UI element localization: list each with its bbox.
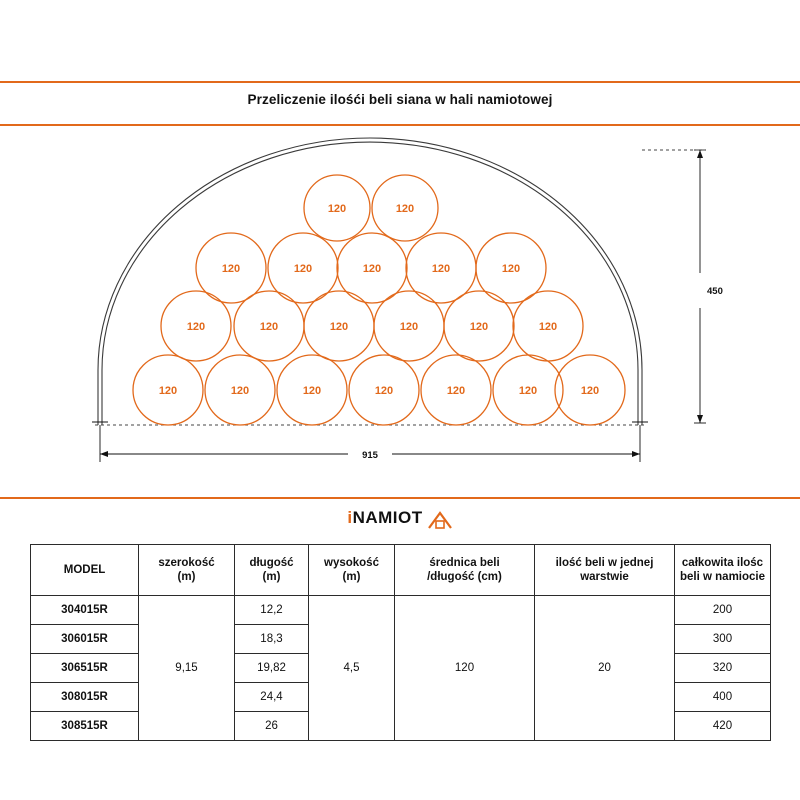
bale-label: 120 bbox=[446, 384, 466, 397]
bale-label: 120 bbox=[329, 320, 349, 333]
height-dimension bbox=[642, 150, 706, 423]
cell-length: 12,2 bbox=[235, 596, 309, 625]
cell-height-merged: 4,5 bbox=[309, 596, 395, 741]
cell-total: 200 bbox=[675, 596, 771, 625]
bale-label: 120 bbox=[501, 262, 521, 275]
col-header-diameter: średnica beli /długość (cm) bbox=[395, 545, 535, 596]
cell-per-layer-merged: 20 bbox=[535, 596, 675, 741]
bale-label: 120 bbox=[186, 320, 206, 333]
page-title: Przeliczenie ilośći beli siana w hali namiotowej bbox=[247, 92, 553, 107]
col-header-bales-per-layer: ilość beli w jednej warstwie bbox=[535, 545, 675, 596]
house-roof-icon bbox=[427, 510, 453, 530]
brand-logo bbox=[0, 508, 800, 538]
cell-total: 320 bbox=[675, 654, 771, 683]
brand-name bbox=[347, 508, 422, 528]
cell-model: 308515R bbox=[31, 712, 139, 741]
cell-model: 304015R bbox=[31, 596, 139, 625]
bale-label: 120 bbox=[362, 262, 382, 275]
bale-label: 120 bbox=[221, 262, 241, 275]
cell-length: 18,3 bbox=[235, 625, 309, 654]
cell-total: 420 bbox=[675, 712, 771, 741]
cell-length: 26 bbox=[235, 712, 309, 741]
header-rule-bottom bbox=[0, 124, 800, 126]
cell-width-merged: 9,15 bbox=[139, 596, 235, 741]
bale-label: 120 bbox=[327, 202, 347, 215]
table-row bbox=[31, 596, 771, 625]
bale-label: 120 bbox=[538, 320, 558, 333]
height-dimension-label: 450 bbox=[707, 286, 723, 297]
bale-label: 120 bbox=[431, 262, 451, 275]
width-dimension-label: 915 bbox=[362, 450, 378, 461]
bale-label: 120 bbox=[469, 320, 489, 333]
cell-length: 24,4 bbox=[235, 683, 309, 712]
cell-model: 308015R bbox=[31, 683, 139, 712]
col-header-height: wysokość (m) bbox=[309, 545, 395, 596]
bale-label: 120 bbox=[293, 262, 313, 275]
bale-label: 120 bbox=[230, 384, 250, 397]
hall-cross-section-diagram bbox=[0, 130, 800, 490]
col-header-total-bales: całkowita ilośc beli w namiocie bbox=[675, 545, 771, 596]
cell-model: 306015R bbox=[31, 625, 139, 654]
bale-label: 120 bbox=[302, 384, 322, 397]
brand-name-rest: NAMIOT bbox=[352, 508, 423, 527]
tent-outline bbox=[98, 138, 642, 425]
header-rule-top bbox=[0, 81, 800, 83]
bale-label: 120 bbox=[399, 320, 419, 333]
cell-model: 306515R bbox=[31, 654, 139, 683]
brand-rule bbox=[0, 497, 800, 499]
bale-label: 120 bbox=[518, 384, 538, 397]
col-header-length: długość (m) bbox=[235, 545, 309, 596]
cell-diameter-merged: 120 bbox=[395, 596, 535, 741]
bale-label: 120 bbox=[158, 384, 178, 397]
cell-length: 19,82 bbox=[235, 654, 309, 683]
bale-label: 120 bbox=[395, 202, 415, 215]
col-header-width: szerokość (m) bbox=[139, 545, 235, 596]
cell-total: 400 bbox=[675, 683, 771, 712]
bale-label: 120 bbox=[259, 320, 279, 333]
cell-total: 300 bbox=[675, 625, 771, 654]
bale-label: 120 bbox=[374, 384, 394, 397]
bale-label: 120 bbox=[580, 384, 600, 397]
brand-name-prefix: i bbox=[347, 508, 353, 527]
table-header-row bbox=[31, 545, 771, 596]
col-header-model: MODEL bbox=[31, 545, 139, 596]
bale-labels bbox=[159, 203, 599, 397]
spec-table bbox=[30, 544, 771, 741]
spec-table-container bbox=[30, 544, 770, 741]
